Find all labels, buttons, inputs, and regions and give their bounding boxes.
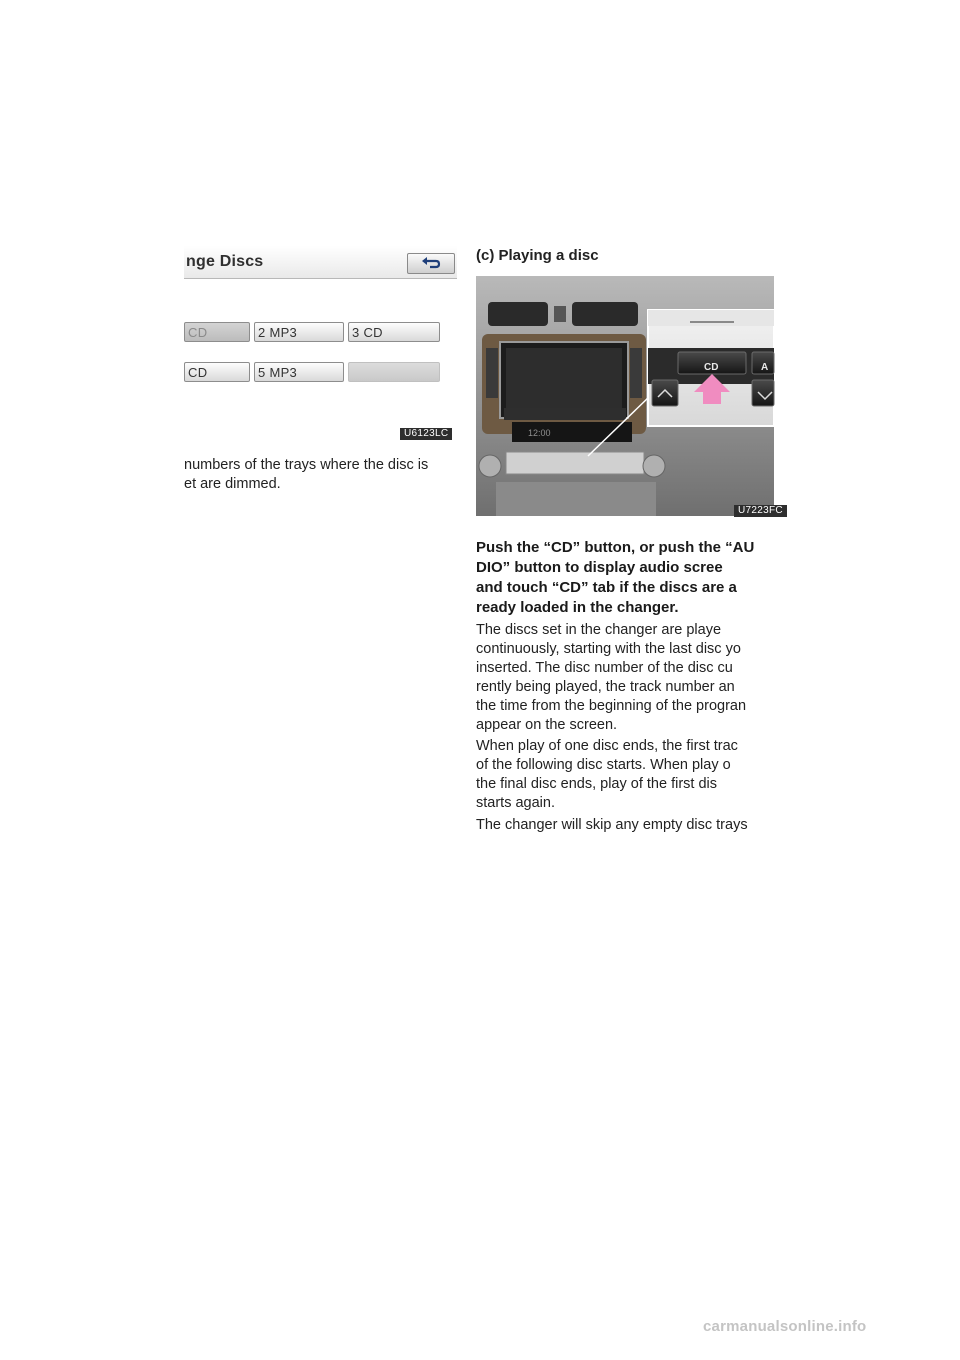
paragraph-line: the time from the beginning of the progran: [476, 698, 747, 714]
svg-text:12:00: 12:00: [528, 428, 551, 438]
tray-dimmed-note: [184, 456, 459, 494]
paragraph-line: The changer will skip any empty disc trays: [476, 817, 748, 833]
paragraph-continuous-play: [476, 621, 774, 735]
paragraph-line: The discs set in the changer are playe: [476, 622, 722, 638]
note-line: numbers of the trays where the disc is: [184, 457, 429, 473]
section-title: (c) Playing a disc: [476, 247, 599, 264]
instruction-line: ready loaded in the changer.: [476, 599, 679, 616]
paragraph-line: appear on the screen.: [476, 717, 618, 733]
disc-tray-2-button[interactable]: [254, 322, 344, 342]
note-line: et are dimmed.: [184, 476, 281, 492]
instruction-text: [476, 538, 774, 618]
paragraph-disc-sequence: [476, 737, 774, 813]
paragraph-line: starts again.: [476, 795, 555, 811]
disc-tray-label: 5 MP3: [258, 365, 298, 380]
screen-title: nge Discs: [186, 253, 264, 270]
paragraph-line: of the following disc starts. When play o: [476, 757, 731, 773]
watermark: carmanualsonline.info: [703, 1318, 867, 1335]
instruction-line: and touch “CD” tab if the discs are a: [476, 579, 737, 596]
paragraph-line: When play of one disc ends, the first trac: [476, 738, 738, 754]
disc-tray-6-button[interactable]: [348, 362, 440, 382]
cd-button-label: CD: [704, 362, 719, 373]
disc-tray-label: 3 CD: [352, 325, 383, 340]
disc-tray-4-button[interactable]: [184, 362, 250, 382]
disc-tray-5-button[interactable]: [254, 362, 344, 382]
dashboard-photo: [476, 276, 783, 516]
disc-tray-label: CD: [188, 325, 208, 340]
change-discs-screen: [184, 246, 457, 443]
back-button[interactable]: [407, 253, 455, 274]
instruction-line: Push the “CD” button, or push the “AU: [476, 539, 755, 556]
disc-tray-label: 2 MP3: [258, 325, 298, 340]
paragraph-line: continuously, starting with the last disc yo: [476, 641, 741, 657]
instruction-line: DIO” button to display audio scree: [476, 559, 723, 576]
paragraph-line: the final disc ends, play of the first dis: [476, 776, 717, 792]
figure-code: U6123LC: [400, 428, 452, 440]
back-arrow-icon: [421, 256, 441, 270]
paragraph-line: inserted. The disc number of the disc cu: [476, 660, 733, 676]
dashboard-illustration: [476, 276, 774, 516]
disc-tray-1-button[interactable]: [184, 322, 250, 342]
screen-header: [184, 246, 457, 279]
figure-code: U7223FC: [734, 505, 787, 517]
paragraph-line: rently being played, the track number an: [476, 679, 735, 695]
paragraph-skip-empty: [476, 816, 774, 835]
disc-tray-3-button[interactable]: [348, 322, 440, 342]
audio-button-partial-label: A: [761, 362, 769, 373]
disc-tray-label: CD: [188, 365, 208, 380]
